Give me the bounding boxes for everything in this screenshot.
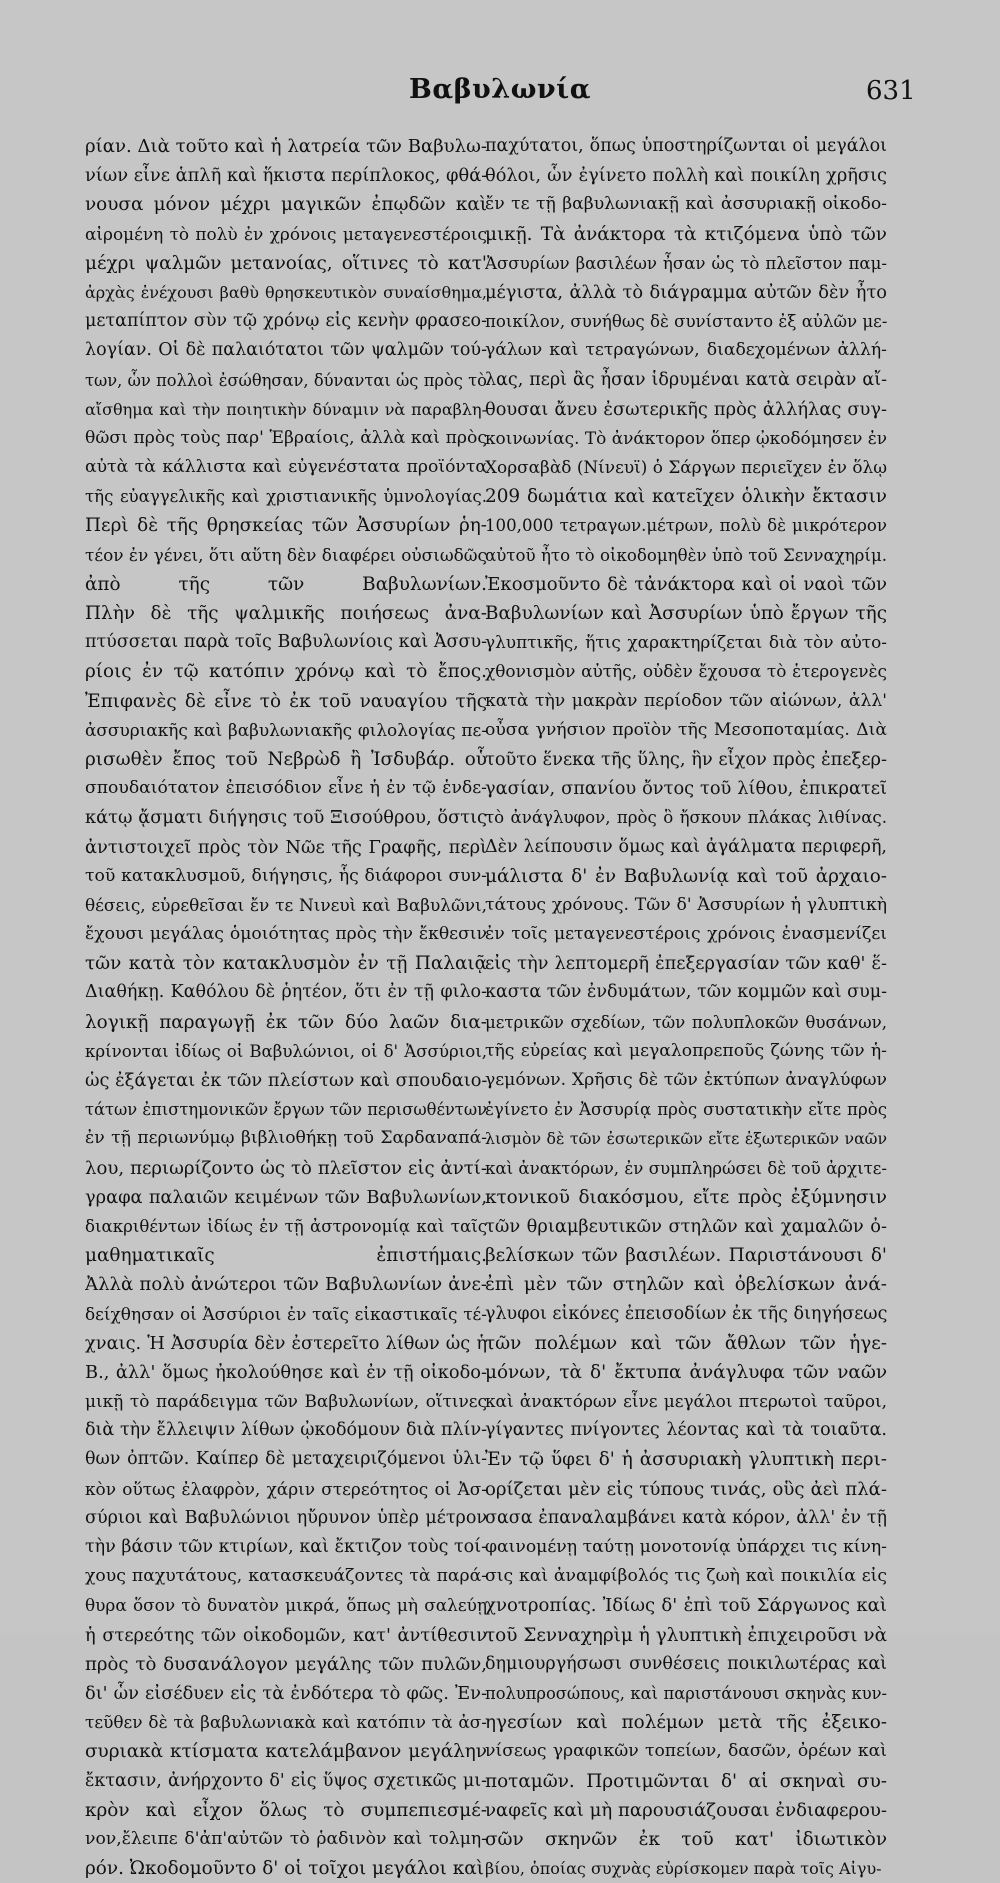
text-line: λισμὸν δὲ τῶν ἐσωτερικῶν εἴτε ἐξωτερικῶν ναῶν bbox=[485, 1129, 887, 1149]
running-title: Βαβυλωνία bbox=[409, 74, 591, 105]
text-line: δι' ὧν εἰσέδυεν εἰς τὰ ἐνδότερα τὸ φῶς. Ἐν- bbox=[85, 1682, 487, 1704]
text-line: τὴν βάσιν τῶν κτιρίων, καὶ ἔκτιζον τοὺς τοί- bbox=[85, 1537, 487, 1557]
text-line: ρίοις ἐν τῷ κατόπιν χρόνῳ καὶ τὸ ἔπος. bbox=[85, 661, 487, 683]
text-line: Διαθήκῃ. Καθόλου δὲ ῥητέον, ὅτι ἐν τῇ φιλο- bbox=[85, 982, 487, 1003]
text-line: σῶν σκηνῶν ἐκ τοῦ κατ' ἰδιωτικὸν bbox=[485, 1828, 887, 1850]
text-line: μέχρι ψαλμῶν μετανοίας, οἵτινες τὸ κατ' bbox=[85, 252, 487, 274]
text-line: τέον ἐν γένει, ὅτι αὕτη δὲν διαφέρει οὐσιωδῶς bbox=[85, 544, 487, 565]
text-line: αἴσθημα καὶ τὴν ποιητικὴν δύναμιν νὰ παραβλη- bbox=[85, 399, 487, 419]
text-line: δείχθησαν οἱ Ἀσσύριοι ἐν ταῖς εἰκαστικαῖς τέ- bbox=[85, 1303, 487, 1324]
text-line: Περὶ δὲ τῆς θρησκείας τῶν Ἀσσυρίων ῥη- bbox=[85, 515, 487, 537]
text-line: 100,000 τετραγων.μέτρων, πολὺ δὲ μικρότερον bbox=[485, 516, 887, 536]
text-line: καὶ ἀνακτόρων εἶνε μεγάλοι πτερωτοὶ ταῦροι, bbox=[485, 1391, 887, 1412]
text-line: τοῦ Σενναχηρὶμ ἡ γλυπτικὴ ἐπιχειροῦσι νὰ bbox=[485, 1624, 887, 1646]
text-line: καστα τῶν ἐνδυμάτων, τῶν κομμῶν καὶ συμ- bbox=[485, 982, 887, 1003]
text-line: θῶσι πρὸς τοὺς παρ' Ἑβραίοις, ἀλλὰ καὶ πρὸς bbox=[85, 427, 487, 448]
text-line: Πλὴν δὲ τῆς ψαλμικῆς ποιήσεως ἀνα- bbox=[85, 603, 487, 624]
text-line: χνοτροπίας. Ἰδίως δ' ἐπὶ τοῦ Σάργωνος καὶ bbox=[485, 1595, 887, 1617]
text-line: ρόν. Ὠκοδομοῦντο δ' οἱ τοῖχοι μεγάλοι καὶ bbox=[85, 1858, 484, 1880]
text-line: τῆς εὐαγγελικῆς καὶ χριστιανικῆς ὑμνολογίας. bbox=[85, 487, 487, 507]
text-line: τάτους χρόνους. Τῶν δ' Ἀσσυρίων ἡ γλυπτικὴ bbox=[485, 894, 887, 915]
text-line: των, ὧν πολλοὶ ἐσώθησαν, δύνανται ὡς πρὸς τὸ bbox=[85, 370, 487, 390]
text-line: σύριοι καὶ Βαβυλώνιοι ηὔρυνον ὑπὲρ μέτρον bbox=[85, 1507, 487, 1528]
text-line: λου, περιωρίζοντο ὡς τὸ πλεῖστον εἰς ἀντί- bbox=[85, 1157, 487, 1179]
text-line: μεταπίπτον σὺν τῷ χρόνῳ εἰς κενὴν φρασεο- bbox=[85, 311, 487, 332]
text-line: κάτῳ ᾄσματι διήγησις τοῦ Ξισούθρου, ὅστις bbox=[85, 807, 487, 829]
text-line: αὐτὰ τὰ κάλλιστα καὶ εὐγενέστατα προϊόντα bbox=[85, 457, 487, 478]
text-line: σασα ἐπαναλαμβάνει κατὰ κόρον, ἀλλ' ἐν τῇ bbox=[485, 1507, 887, 1528]
text-line: ἡ στερεότης τῶν οἰκοδομῶν, κατ' ἀντίθεσιν bbox=[85, 1624, 487, 1646]
text-line: αὐτοῦ ἦτο τὸ οἰκοδομηθὲν ὑπὸ τοῦ Σενναχηρίμ. bbox=[485, 545, 887, 565]
text-line: Ἐκοσμοῦντο δὲ τἀνάκτορα καὶ οἱ ναοὶ τῶν bbox=[485, 573, 887, 595]
text-line: σπουδαιότατον ἐπεισόδιον εἶνε ἡ ἐν τῷ ἑνδε- bbox=[85, 778, 487, 799]
text-line: Ἐν τῷ ὕφει δ' ἡ ἀσσυριακὴ γλυπτικὴ περι- bbox=[485, 1449, 887, 1471]
text-line: διὰ τὴν ἔλλειψιν λίθων ᾠκοδόμουν διὰ πλίν- bbox=[85, 1420, 487, 1441]
text-line: λογίαν. Οἱ δὲ παλαιότατοι τῶν ψαλμῶν τού- bbox=[85, 340, 487, 361]
text-line: Δὲν λείπουσιν ὅμως καὶ ἀγάλματα περιφερῆ, bbox=[485, 836, 887, 857]
text-line: ορίζεται μὲν εἰς τύπους τινάς, οὓς ἀεὶ πλά- bbox=[485, 1478, 887, 1500]
text-line: εἰς τὴν λεπτομερῆ ἐπεξεργασίαν τῶν καθ' ἕ- bbox=[485, 953, 887, 975]
text-line: ρίαν. Διὰ τοῦτο καὶ ἡ λατρεία τῶν Βαβυλω- bbox=[85, 136, 487, 157]
text-line: θων ὀπτῶν. Καίπερ δὲ μεταχειριζόμενοι ὑλι- bbox=[85, 1449, 487, 1470]
text-line: τοῦ κατακλυσμοῦ, διήγησις, ἧς διάφοροι συν- bbox=[85, 865, 487, 886]
text-line: ρισωθὲν ἔπος τοῦ Νεβρὼδ ἢ Ἰσδυβάρ. οὗ bbox=[85, 748, 487, 770]
text-line: χναις. Ἡ Ἀσσυρία δὲν ἐστερεῖτο λίθων ὡς ἡ bbox=[85, 1332, 487, 1354]
text-line: τοῦτο ἕνεκα τῆς ὕλης, ἣν εἶχον πρὸς ἐπεξερ- bbox=[485, 748, 887, 770]
text-line: αἰρομένη τὸ πολὺ ἐν χρόνοις μεταγενεστέροις bbox=[85, 223, 487, 244]
text-line: φαινομένῃ ταύτῃ μονοτονίᾳ ὑπάρχει τις κίνη- bbox=[485, 1537, 887, 1557]
text-line: ἔν τε τῇ βαβυλωνιακῇ καὶ ἀσσυριακῇ οἰκοδο- bbox=[485, 194, 887, 215]
text-line: βίου, ὁποίας συχνὰς εὑρίσκομεν παρὰ τοῖς Αἰγυ- bbox=[485, 1859, 882, 1879]
text-line: τῶν πολέμων καὶ τῶν ἄθλων τῶν ἡγε- bbox=[485, 1332, 887, 1354]
left-text-column bbox=[85, 132, 487, 1883]
text-line: ηγεσίων καὶ πολέμων μετὰ τῆς ἐξεικο- bbox=[485, 1712, 887, 1734]
text-line: ναφεῖς καὶ μὴ παρουσιάζουσαι ἐνδιαφερου- bbox=[485, 1799, 887, 1821]
text-line: θουσαι ἄνευ ἐσωτερικῆς πρὸς ἀλλήλας συγ- bbox=[485, 398, 887, 420]
text-line: ἐν τοῖς μεταγενεστέροις χρόνοις ἐνασμενίζει bbox=[485, 924, 887, 945]
text-line: παχύτατοι, ὅπως ὑποστηρίζωνται οἱ μεγάλοι bbox=[485, 136, 887, 156]
text-line: Β., ἀλλ' ὅμως ἠκολούθησε καὶ ἐν τῇ οἰκοδο- bbox=[85, 1361, 487, 1383]
text-line: κρὸν καὶ εἶχον ὅλως τὸ συμπεπιεσμέ- bbox=[85, 1799, 487, 1821]
text-line: γλυπτικῆς, ἥτις χαρακτηρίζεται διὰ τὸν αὐτο- bbox=[485, 632, 887, 653]
text-line: λας, περὶ ἃς ἦσαν ἱδρυμέναι κατὰ σειρὰν αἴ- bbox=[485, 369, 887, 390]
text-line: γάλων καὶ τετραγώνων, διαδεχομένων ἀλλή- bbox=[485, 340, 887, 361]
text-line: πολυπροσώπους, καὶ παριστάνουσι σκηνὰς κυν- bbox=[485, 1683, 887, 1703]
text-line: μάλιστα δ' ἐν Βαβυλωνίᾳ καὶ τοῦ ἀρχαιο- bbox=[485, 865, 887, 887]
text-line: δημιουργήσωσι συνθέσεις ποικιλωτέρας καὶ bbox=[485, 1653, 887, 1674]
text-line: κατὰ τὴν μακρὰν περίοδον τῶν αἰώνων, ἀλλ' bbox=[485, 690, 887, 711]
text-line: 209 δωμάτια καὶ κατεῖχεν ὁλικὴν ἔκτασιν bbox=[485, 486, 887, 508]
text-line: νίων εἶνε ἁπλῆ καὶ ἥκιστα περίπλοκος, φθά- bbox=[85, 165, 487, 187]
text-line: Ἐπιφανὲς δὲ εἶνε τὸ ἐκ τοῦ ναυαγίου τῆς bbox=[85, 690, 487, 712]
text-line: σις καὶ ἀναμφίβολός τις ζωὴ καὶ ποικιλία εἰς bbox=[485, 1566, 887, 1587]
text-line: μόνων, τὰ δ' ἔκτυπα ἀνάγλυφα τῶν ναῶν bbox=[485, 1361, 887, 1383]
text-line: ἐν τῇ περιωνύμῳ βιβλιοθήκῃ τοῦ Σαρδαναπά- bbox=[85, 1128, 487, 1149]
text-line: πρὸς τὸ δυσανάλογον μεγάλης τῶν πυλῶν, bbox=[85, 1653, 487, 1675]
text-line: Χορσαβὰδ (Νίνευϊ) ὁ Σάργων περιεῖχεν ἐν ὅλῳ bbox=[485, 457, 887, 478]
text-line: οὖσα γνήσιον προϊὸν τῆς Μεσοποταμίας. Διὰ bbox=[485, 719, 887, 740]
text-line: μικῇ. Τὰ ἀνάκτορα τὰ κτιζόμενα ὑπὸ τῶν bbox=[485, 223, 887, 245]
text-line: θυρα ὅσον τὸ δυνατὸν μικρά, ὅπως μὴ σαλεύῃ bbox=[85, 1595, 487, 1616]
text-line: ἔκτασιν, ἀνήρχοντο δ' εἰς ὕψος σχετικῶς μι- bbox=[85, 1770, 487, 1791]
text-line: τεῦθεν δὲ τὰ βαβυλωνιακὰ καὶ κατόπιν τὰ ἀσ- bbox=[85, 1712, 487, 1733]
text-line: ποικίλον, συνήθως δὲ συνίσταντο ἐξ αὐλῶν με- bbox=[485, 312, 887, 332]
text-line: γίγαντες πνίγοντες λέοντας καὶ τὰ τοιαῦτα. bbox=[485, 1420, 887, 1441]
text-line: τῶν θριαμβευτικῶν στηλῶν καὶ χαμαλῶν ὀ- bbox=[485, 1215, 887, 1237]
text-line: μικῇ τὸ παράδειγμα τῶν Βαβυλωνίων, οἵτινες bbox=[85, 1391, 487, 1412]
text-line: θόλοι, ὧν ἐγίνετο πολλὴ καὶ ποικίλη χρῆσις bbox=[485, 165, 887, 187]
text-line: γασίαν, σπανίου ὄντος τοῦ λίθου, ἐπικρατεῖ bbox=[485, 778, 887, 800]
text-line: κρίνονται ἰδίως οἱ Βαβυλώνιοι, οἱ δ' Ἀσσύριοι, bbox=[85, 1041, 487, 1061]
text-line: ἀπὸ τῆς τῶν Βαβυλωνίων. bbox=[85, 573, 487, 595]
text-line: Βαβυλωνίων καὶ Ἀσσυρίων ὑπὸ ἔργων τῆς bbox=[485, 603, 887, 624]
text-line: ἀντιστοιχεῖ πρὸς τὸν Νῶε τῆς Γραφῆς, περὶ bbox=[85, 836, 487, 858]
text-line: μετρικῶν σχεδίων, τῶν πολυπλοκῶν θυσάνων, bbox=[485, 1012, 887, 1032]
text-line: τῶν κατὰ τὸν κατακλυσμὸν ἐν τῇ Παλαιᾷ bbox=[85, 953, 487, 975]
text-line: γεμόνων. Χρῆσις δὲ τῶν ἐκτύπων ἀναγλύφων bbox=[485, 1070, 887, 1090]
text-line: μαθηματικαῖς ἐπιστήμαις. bbox=[85, 1245, 487, 1267]
text-line: κτονικοῦ διακόσμου, εἴτε πρὸς ἐξύμνησιν bbox=[485, 1186, 887, 1208]
text-line: καὶ ἀνακτόρων, ἐν συμπληρώσει δὲ τοῦ ἀρχιτε- bbox=[485, 1158, 887, 1178]
text-line: ἀσσυριακῆς καὶ βαβυλωνιακῆς φιλολογίας πε- bbox=[85, 719, 487, 740]
text-line: χους παχυτάτους, κατασκευάζοντες τὰ παρά- bbox=[85, 1566, 487, 1587]
text-line: κὸν οὕτως ἐλαφρὸν, χάριν στερεότητος οἱ Ἀσ- bbox=[85, 1478, 487, 1499]
text-line: τάτων ἐπιστημονικῶν ἔργων τῶν περισωθέντων bbox=[85, 1100, 487, 1120]
text-line: μέγιστα, ἀλλὰ τὸ διάγραμμα αὐτῶν δὲν ἦτο bbox=[485, 281, 887, 303]
text-line: γραφα παλαιῶν κειμένων τῶν Βαβυλωνίων, bbox=[85, 1186, 487, 1208]
text-line: πτύσσεται παρὰ τοῖς Βαβυλωνίοις καὶ Ἀσσυ- bbox=[85, 632, 487, 653]
text-line: ἀρχὰς ἐνέχουσι βαθὺ θρησκευτικὸν συναίσθημα, bbox=[85, 282, 487, 302]
text-line: τὸ ἀνάγλυφον, πρὸς ὃ ἤσκουν πλάκας λιθίνας. bbox=[485, 808, 887, 828]
text-line: συριακὰ κτίσματα κατελάμβανον μεγάλην bbox=[85, 1741, 487, 1763]
text-line: χθονισμὸν αὐτῆς, οὐδὲν ἔχουσα τὸ ἑτερογενὲς bbox=[485, 661, 887, 682]
text-line: ἐπὶ μὲν τῶν στηλῶν καὶ ὀβελίσκων ἀνά- bbox=[485, 1274, 887, 1296]
page-number: 631 bbox=[866, 76, 916, 106]
text-line: Ἀλλὰ πολὺ ἀνώτεροι τῶν Βαβυλωνίων ἀνε- bbox=[85, 1274, 487, 1296]
right-text-column bbox=[485, 132, 887, 1883]
text-line: τῆς εὐρείας καὶ μεγαλοπρεποῦς ζώνης τῶν ἡ- bbox=[485, 1040, 887, 1061]
text-line: διακριθέντων ἰδίως ἐν τῇ ἀστρονομίᾳ καὶ ταῖς bbox=[85, 1216, 487, 1236]
text-line: νουσα μόνον μέχρι μαγικῶν ἐπῳδῶν καὶ bbox=[85, 194, 487, 216]
text-line: ἐγίνετο ἐν Ἀσσυρίᾳ πρὸς συστατικὴν εἴτε πρὸς bbox=[485, 1100, 887, 1120]
text-line: ὡς ἐξάγεται ἐκ τῶν πλείστων καὶ σπουδαιο- bbox=[85, 1070, 487, 1091]
text-line: κοινωνίας. Τὸ ἀνάκτορον ὅπερ ᾠκοδόμησεν ἐν bbox=[485, 427, 887, 448]
text-line: νίσεως γραφικῶν τοπείων, δασῶν, ὀρέων καὶ bbox=[485, 1741, 887, 1762]
text-line: νον,ἔλειπε δ'ἀπ'αὐτῶν τὸ ῥαδινὸν καὶ τολμη- bbox=[85, 1828, 487, 1849]
text-line: γλυφοι εἰκόνες ἐπεισοδίων ἐκ τῆς διηγήσεως bbox=[485, 1303, 887, 1324]
text-line: Ἀσσυρίων βασιλέων ἦσαν ὡς τὸ πλεῖστον παμ- bbox=[485, 253, 887, 273]
text-line: βελίσκων τῶν βασιλέων. Παριστάνουσι δ' bbox=[485, 1245, 887, 1267]
text-line: ἔχουσι μεγάλας ὁμοιότητας πρὸς τὴν ἔκθεσιν bbox=[85, 924, 487, 945]
text-line: ποταμῶν. Προτιμῶνται δ' αἱ σκηναὶ συ- bbox=[485, 1770, 887, 1792]
text-line: θέσεις, εὑρεθεῖσαι ἔν τε Νινευὶ καὶ Βαβυλῶνι, bbox=[85, 894, 487, 915]
text-line: λογικῇ παραγωγῇ ἐκ τῶν δύο λαῶν δια- bbox=[85, 1011, 487, 1033]
